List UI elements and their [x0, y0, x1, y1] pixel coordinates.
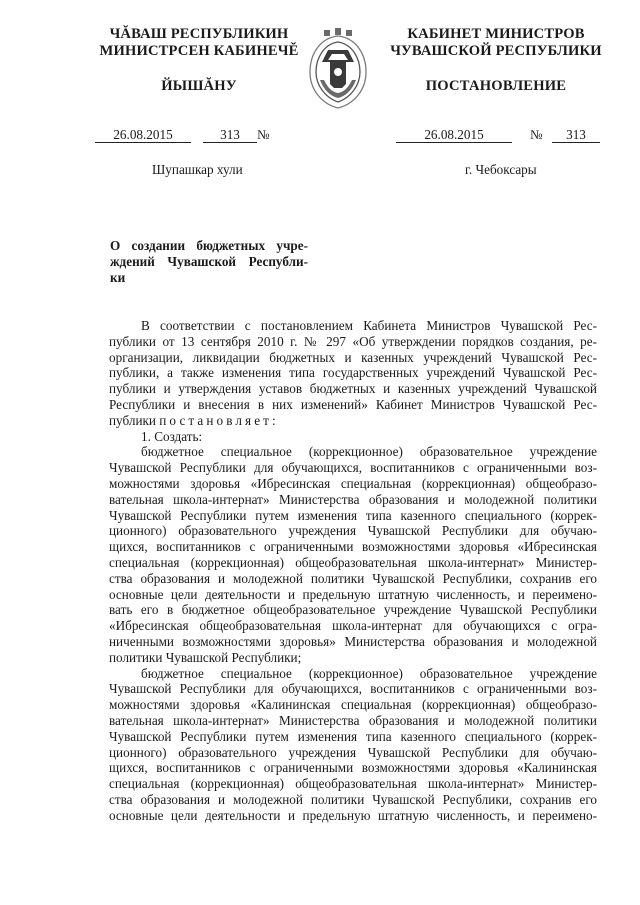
- doc-number-right: 313: [552, 127, 600, 143]
- body-line: Республики и внесения в них изменений» Кабинет Министров Чувашской Рес-: [109, 396, 597, 412]
- doc-type-chuvash: ЙЫШĂНУ: [161, 78, 237, 94]
- number-sign-right: №: [530, 127, 543, 142]
- header-left-chuvash: [81, 26, 317, 95]
- place-russian: г. Чебоксары: [465, 162, 537, 177]
- org-name-chuvash-line1: ЧĂВАШ РЕСПУБЛИКИН: [109, 26, 289, 42]
- doc-date-right: 26.08.2015: [396, 127, 512, 143]
- body-line: основные цели деятельности и предельную штатную численность, и переимено-: [109, 586, 597, 602]
- body-line: ниченными возможностями здоровья» Министерства образования и молодежной: [109, 633, 597, 649]
- body-line: организации, ликвидации бюджетных и казенных учреждений Чувашской Рес-: [109, 349, 597, 365]
- body-line: публики, а также изменения типа государственных учреждений Чувашской Рес-: [109, 365, 597, 381]
- org-name-russian-line2: ЧУВАШСКОЙ РЕСПУБЛИКИ: [390, 43, 602, 59]
- body-line: Чувашской Республики для обучающихся, воспитанников с ограниченными воз-: [109, 681, 597, 697]
- body-line: можностями здоровья «Калининская специальная (коррекционная) общеобразо-: [109, 697, 597, 713]
- body-line: ционного) образовательного учреждения Чувашской Республики для обучаю-: [109, 744, 597, 760]
- body-line: В соответствии с постановлением Кабинета Министров Чувашской Рес-: [141, 318, 597, 333]
- chuvash-emblem-icon: [302, 28, 374, 110]
- resolves-word: постановляет:: [159, 412, 279, 428]
- body-line: вать его в бюджетное общеобразовательное учреждение Чувашской Республики: [109, 602, 597, 618]
- body-line: бюджетное специальное (коррекционное) образовательное учреждение: [141, 665, 597, 681]
- body-line: можностями здоровья «Ибресинская специальная (коррекционная) общеобразо-: [109, 475, 597, 491]
- item-1-heading: 1. Создать:: [141, 428, 203, 444]
- document-title: [110, 238, 308, 285]
- doc-type-russian: ПОСТАНОВЛЕНИЕ: [425, 78, 567, 94]
- body-line: ства образования и молодежной политики Чувашской Республики, сохранив его: [109, 570, 597, 586]
- number-sign-left: №: [257, 127, 270, 142]
- title-line: ки: [110, 269, 126, 285]
- document-body: [109, 318, 597, 824]
- body-line: ционного) образовательного учреждения Чувашской Республики для обучаю-: [109, 523, 597, 539]
- title-line: О создании бюджетных учре-: [110, 238, 308, 253]
- body-line: вательная школа-интернат» Министерства образования и молодежной политики: [109, 491, 597, 507]
- org-name-russian-line1: КАБИНЕТ МИНИСТРОВ: [407, 26, 585, 42]
- resolves-prefix: публики: [109, 412, 160, 428]
- body-line: щихся, воспитанников с ограниченными возможностями здоровья «Ибресинская: [109, 539, 597, 555]
- body-line: публики и утверждения уставов бюджетных и казенных учреждений Чувашской: [109, 381, 597, 397]
- doc-number-left: 313: [203, 127, 257, 143]
- header-right-russian: [380, 26, 612, 95]
- doc-number-line-right: [396, 127, 606, 143]
- body-line: публики от 13 сентября 2010 г. № 297 «Об утверждении порядков создания, ре-: [109, 333, 597, 349]
- doc-date-left: 26.08.2015: [95, 127, 191, 143]
- body-line: специальная (коррекционная) общеобразовательная школа-интернат» Министер-: [109, 776, 597, 792]
- doc-number-line-left: [95, 127, 311, 143]
- title-line: ждений Чувашской Республи-: [110, 253, 308, 269]
- body-line: специальная (коррекционная) общеобразовательная школа-интернат» Министер-: [109, 554, 597, 570]
- body-line: ства образования и молодежной политики Чувашской Республики, сохранив его: [109, 791, 597, 807]
- body-line: Чувашской Республики путем изменения типа казенного специального (коррек-: [109, 728, 597, 744]
- body-line: основные цели деятельности и предельную штатную численность, и переимено-: [109, 807, 597, 823]
- place-chuvash: Шупашкар хули: [152, 162, 243, 177]
- body-line: вательная школа-интернат» Министерства образования и молодежной политики: [109, 712, 597, 728]
- body-line: Чувашской Республики путем изменения типа казенного специального (коррек-: [109, 507, 597, 523]
- body-line: бюджетное специальное (коррекционное) образовательное учреждение: [141, 444, 597, 460]
- body-line: щихся, воспитанников с ограниченными возможностями здоровья «Калининская: [109, 760, 597, 776]
- body-line: политики Чувашской Республики;: [109, 649, 302, 665]
- body-line: «Ибресинская общеобразовательная школа-интернат для обучающихся с огра-: [109, 618, 597, 634]
- body-line-resolves: [109, 413, 597, 429]
- org-name-chuvash-line2: МИНИСТРСЕН КАБИНЕЧĔ: [99, 43, 299, 59]
- body-line: Чувашской Республики для обучающихся, воспитанников с ограниченными воз-: [109, 460, 597, 476]
